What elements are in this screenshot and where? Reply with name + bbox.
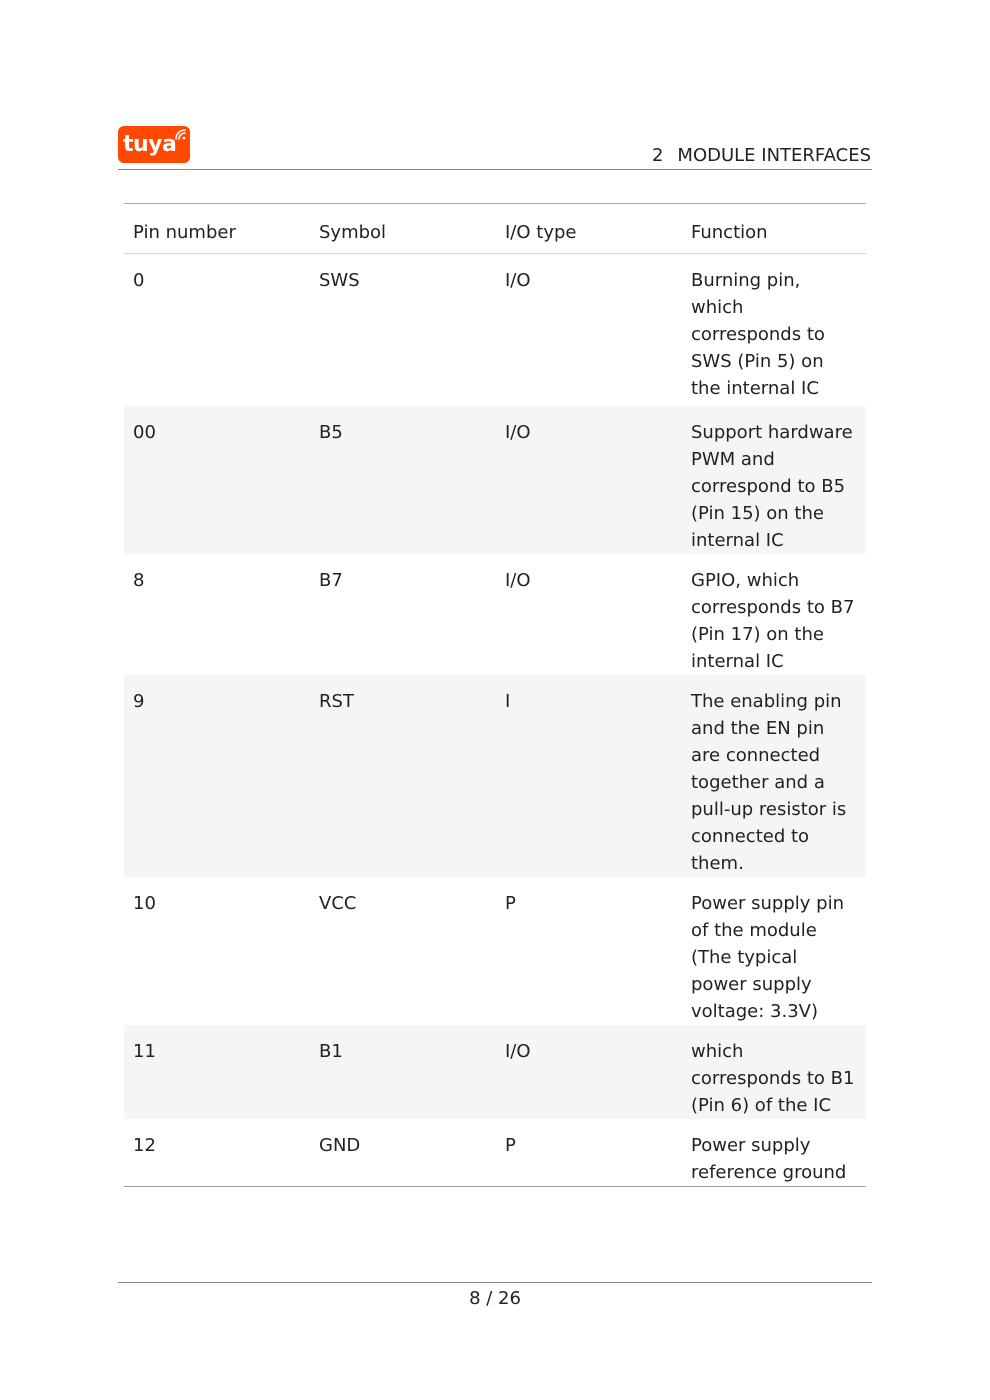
cell-function: The enabling pin and the EN pin are connected together and a pull-up resistor is connected to them. <box>691 690 847 874</box>
pin-definition-table <box>124 203 866 1187</box>
page-number: 8 / 26 <box>469 1288 521 1309</box>
section-number: 2 <box>651 145 664 166</box>
cell-pin: 00 <box>133 421 156 443</box>
cell-symbol: VCC <box>319 892 357 914</box>
cell-pin: 11 <box>133 1040 156 1062</box>
cell-pin: 12 <box>133 1134 156 1156</box>
cell-io-type: I/O <box>505 421 531 443</box>
section-header <box>652 145 871 167</box>
column-header-io-type: I/O type <box>505 222 577 243</box>
cell-symbol: B7 <box>319 569 343 591</box>
cell-function: Power supply reference ground <box>691 1134 847 1183</box>
cell-io-type: I/O <box>505 569 531 591</box>
cell-symbol: B1 <box>319 1040 343 1062</box>
cell-pin: 8 <box>133 569 145 591</box>
cell-io-type: P <box>505 892 516 914</box>
cell-pin: 9 <box>133 690 145 712</box>
table-row <box>124 1025 866 1119</box>
footer-divider <box>118 1282 872 1283</box>
pin-table <box>124 203 866 1187</box>
cell-pin: 10 <box>133 892 156 914</box>
cell-pin: 0 <box>133 270 145 291</box>
cell-function: GPIO, which corresponds to B7 (Pin 17) on the internal IC <box>691 569 855 672</box>
cell-symbol: SWS <box>319 270 360 291</box>
table-row <box>124 254 866 406</box>
column-header-pin-number: Pin number <box>133 222 236 243</box>
cell-function: Burning pin, which corresponds to SWS (Pin 5) on the internal IC <box>691 270 825 399</box>
logo-text: tuya <box>123 132 177 157</box>
tuya-logo <box>118 126 190 163</box>
cell-symbol: RST <box>319 690 354 712</box>
section-title: MODULE INTERFACES <box>677 145 871 166</box>
wifi-signal-icon <box>174 128 187 141</box>
cell-function: Support hardware PWM and correspond to B5 (Pin 15) on the internal IC <box>691 421 853 551</box>
cell-io-type: I <box>505 690 511 712</box>
table-row <box>124 877 866 1025</box>
cell-symbol: B5 <box>319 421 343 443</box>
cell-io-type: I/O <box>505 270 531 291</box>
cell-io-type: P <box>505 1134 516 1156</box>
cell-symbol: GND <box>319 1134 361 1156</box>
table-header-row <box>124 204 866 254</box>
table-row <box>124 675 866 877</box>
cell-function: which corresponds to B1 (Pin 6) of the IC <box>691 1040 855 1116</box>
table-row <box>124 1119 866 1187</box>
table-row <box>124 406 866 554</box>
header-divider <box>118 169 872 170</box>
cell-function: Power supply pin of the module (The typical power supply voltage: 3.3V) <box>691 892 844 1022</box>
column-header-symbol: Symbol <box>319 222 387 243</box>
cell-io-type: I/O <box>505 1040 531 1062</box>
table-row <box>124 554 866 675</box>
column-header-function: Function <box>691 222 768 243</box>
